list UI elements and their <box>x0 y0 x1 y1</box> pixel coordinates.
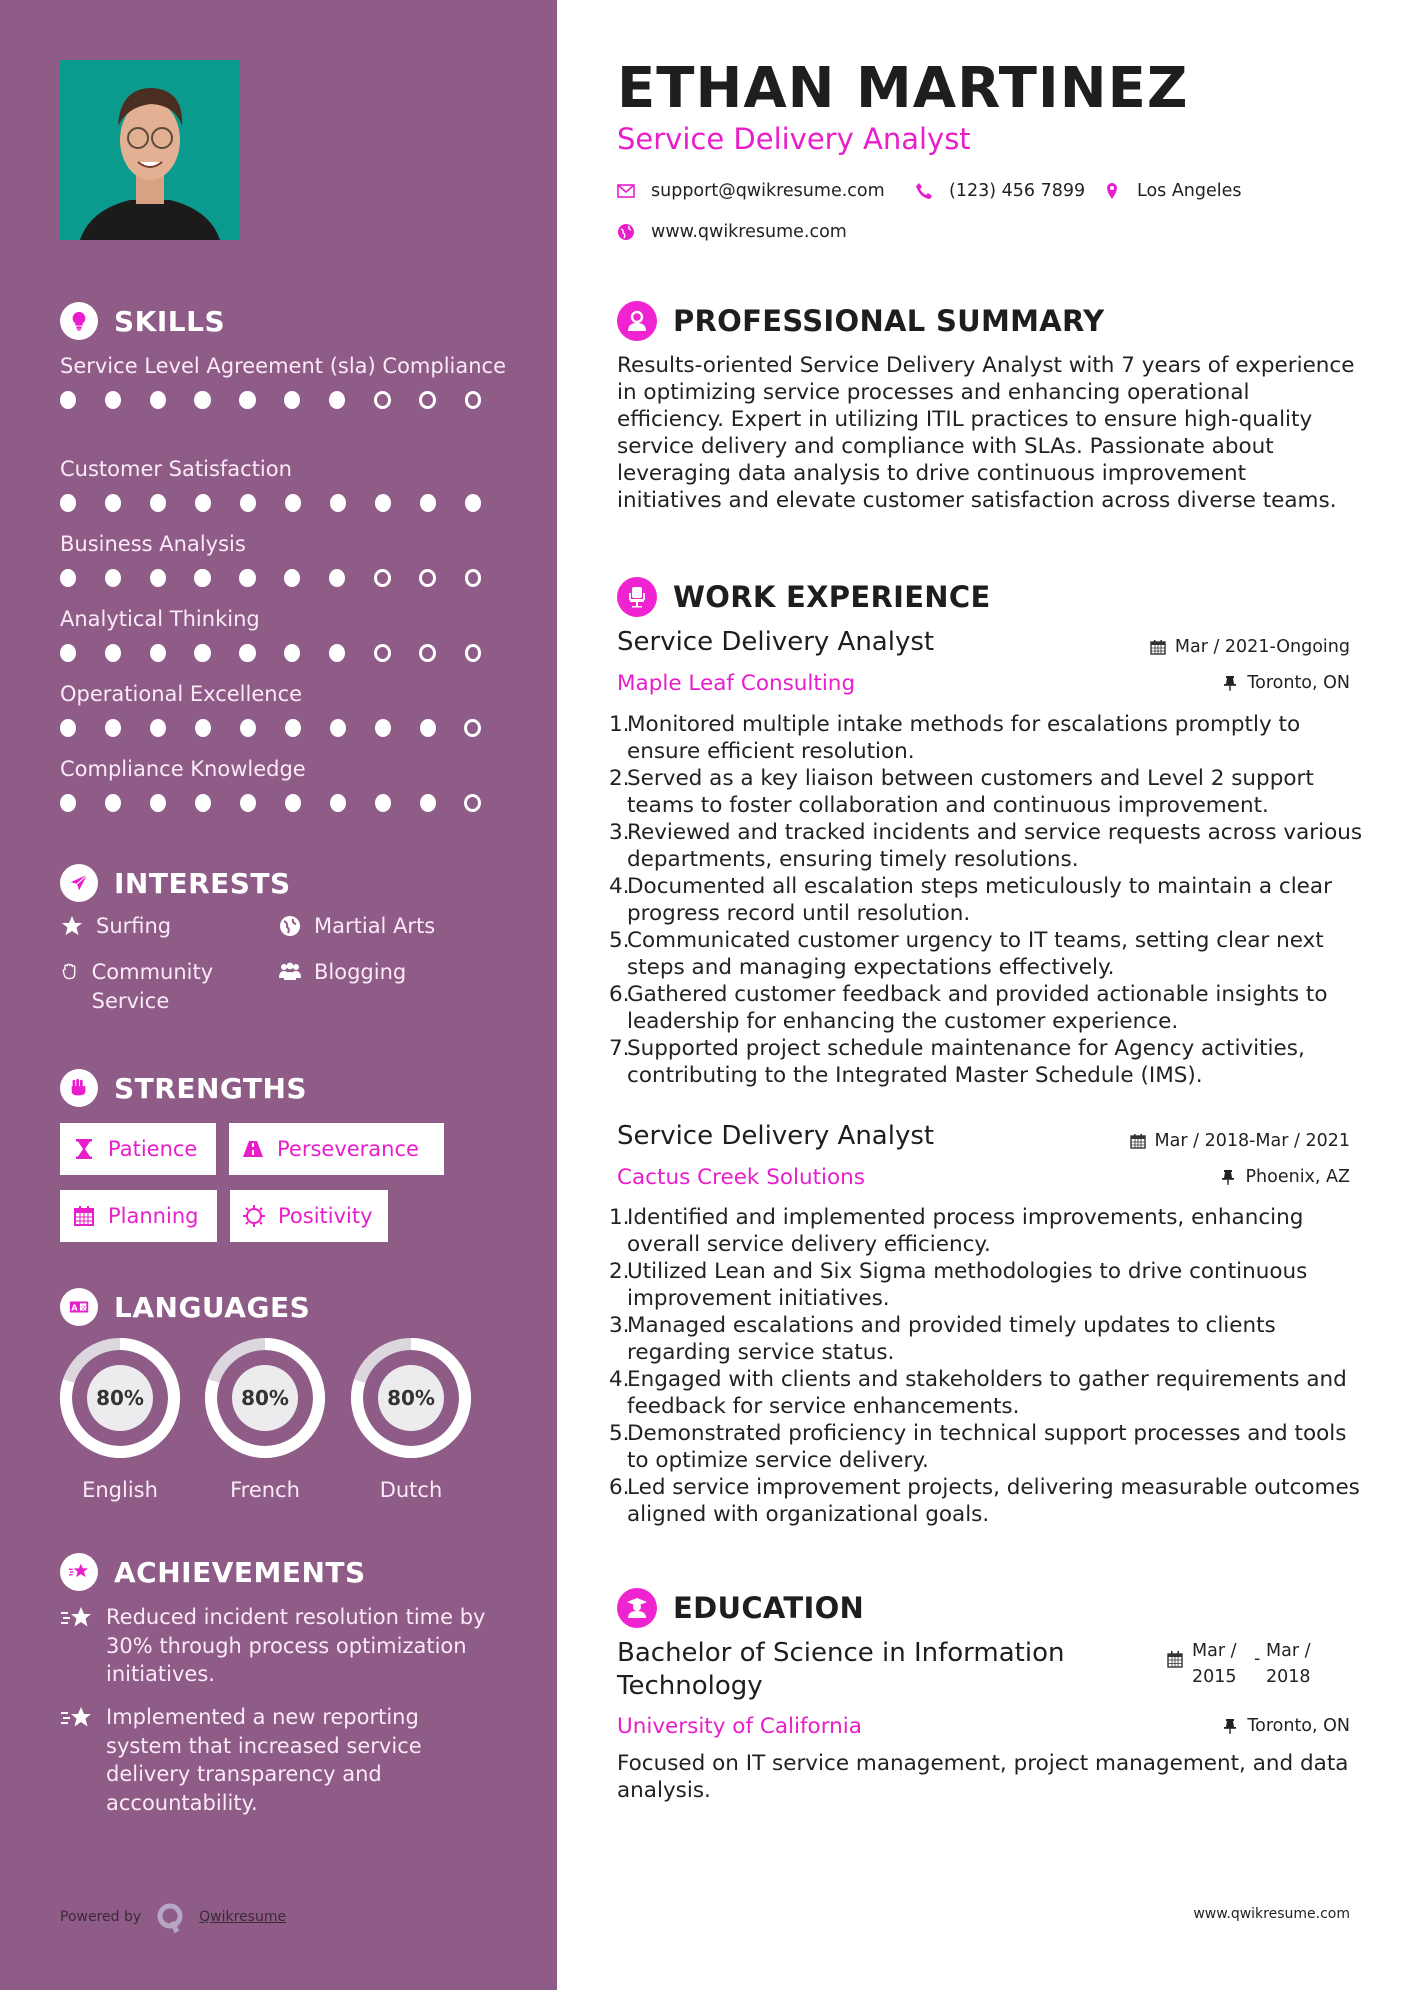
pushpin-icon <box>1222 675 1238 691</box>
bullet-item: 1. Monitored multiple intake methods for escalations promptly to ensure efficient resolution. <box>609 712 1301 764</box>
skill-name: Customer Satisfaction <box>60 457 292 481</box>
skill-name: Business Analysis <box>60 532 246 556</box>
job-title: Service Delivery Analyst <box>617 1121 935 1151</box>
interests-heading: INTERESTS <box>60 864 291 902</box>
education-location: Toronto, ON <box>1222 1716 1350 1736</box>
languages-heading: A 文 LANGUAGES <box>60 1288 310 1326</box>
skill-rating <box>60 391 510 409</box>
degree-title: Bachelor of Science in Information Technology <box>617 1638 1065 1701</box>
job-company: Maple Leaf Consulting <box>617 671 856 696</box>
person-photo-icon <box>60 60 240 240</box>
road-icon <box>241 1137 265 1161</box>
bullet-item: 1. Identified and implemented process improvements, enhancing overall service delivery efficiency. <box>609 1205 1304 1257</box>
contact-email[interactable]: support@qwikresume.com <box>617 181 885 201</box>
skill-name: Compliance Knowledge <box>60 757 306 781</box>
education-description: Focused on IT service management, project management, and data analysis. <box>617 1751 1349 1803</box>
school-name: University of California <box>617 1714 862 1739</box>
star-icon <box>60 914 84 938</box>
qwikresume-link[interactable]: Qwikresume <box>199 1909 287 1925</box>
svg-text:文: 文 <box>79 1303 87 1312</box>
profile-photo <box>60 60 240 240</box>
job-responsibilities <box>609 1204 1369 1528</box>
language-progress-ring: 80% <box>205 1338 325 1458</box>
job-location: Toronto, ON <box>1222 673 1350 693</box>
bullet-item: 5. Demonstrated proficiency in technical support processes and tools to optimize service delivery. <box>609 1421 1347 1473</box>
skill-name: Service Level Agreement (sla) Compliance <box>60 354 507 378</box>
skill-rating <box>60 719 510 737</box>
calendar-icon <box>1150 639 1166 655</box>
skills-heading: SKILLS <box>60 302 225 340</box>
globe-icon <box>278 914 302 938</box>
skill-rating <box>60 569 510 587</box>
achievements-heading: ACHIEVEMENTS <box>60 1553 366 1591</box>
powered-by: Powered by Qwikresume <box>60 1900 286 1934</box>
globe-icon <box>617 223 635 241</box>
language-item: 80% English <box>60 1338 180 1502</box>
interest-item: Surfing <box>60 912 171 941</box>
map-pin-icon <box>1103 182 1121 200</box>
bullet-item: 7. Supported project schedule maintenance for Agency activities, contributing to the Integrated Master Schedule (IMS). <box>609 1036 1305 1088</box>
bullet-item: 4. Documented all escalation steps meticulously to maintain a clear progress record until resolution. <box>609 874 1332 926</box>
skill-rating <box>60 794 510 812</box>
svg-text:A: A <box>71 1302 78 1313</box>
bullet-item: 5. Communicated customer urgency to IT teams, setting clear next steps and managing expectations effectively. <box>609 928 1324 980</box>
job-location: Phoenix, AZ <box>1220 1167 1350 1187</box>
office-chair-icon <box>617 577 657 617</box>
bullet-item: 2. Served as a key liaison between customers and Level 2 support teams to foster collaboration and continuous improvement. <box>609 766 1314 818</box>
skill-item <box>60 680 510 737</box>
sidebar <box>0 0 557 1990</box>
fist-icon <box>60 1069 98 1107</box>
skill-item <box>60 455 510 512</box>
hourglass-icon <box>72 1137 96 1161</box>
strengths-heading: STRENGTHS <box>60 1069 307 1107</box>
job-responsibilities <box>609 711 1369 1089</box>
bullet-item: 4. Engaged with clients and stakeholders to gather requirements and feedback for service enhancements. <box>609 1367 1347 1419</box>
hand-icon <box>60 960 80 984</box>
education-heading: EDUCATION <box>617 1588 864 1628</box>
interest-item: Martial Arts <box>278 912 435 941</box>
users-icon <box>278 960 302 984</box>
job-dates: Mar / 2021-Ongoing <box>1150 637 1350 657</box>
sun-icon <box>242 1204 266 1228</box>
envelope-icon <box>617 182 635 200</box>
skill-rating <box>60 494 510 512</box>
skill-item <box>60 605 510 662</box>
skill-item <box>60 755 510 812</box>
candidate-role: Service Delivery Analyst <box>617 122 971 156</box>
contact-phone[interactable]: (123) 456 7899 <box>915 181 1085 201</box>
user-icon <box>617 301 657 341</box>
candidate-name: ETHAN MARTINEZ <box>617 56 1189 121</box>
achievement-item: Reduced incident resolution time by 30% through process optimization initiatives. <box>60 1603 500 1689</box>
shooting-star-icon <box>60 1605 94 1633</box>
interest-item: Community Service <box>60 958 260 1016</box>
shooting-star-icon <box>60 1553 98 1591</box>
summary-text: Results-oriented Service Delivery Analyst with 7 years of experience in optimizing service processes and enhancing operational efficiency. Expert in utilizing ITIL practices to ensure high-quality service delivery and compliance with SLAs. Passionate about leveraging data analysis to drive continuous improvement initiatives and elevate customer satisfaction across diverse teams. <box>617 353 1355 513</box>
language-item: 80% Dutch <box>351 1338 471 1502</box>
shooting-star-icon <box>60 1705 94 1733</box>
strength-chip: Planning <box>60 1190 217 1242</box>
bullet-item: 3. Reviewed and tracked incidents and service requests across various departments, ensuring timely resolutions. <box>609 820 1363 872</box>
skill-name: Operational Excellence <box>60 682 303 706</box>
bullet-item: 3. Managed escalations and provided timely updates to clients regarding service status. <box>609 1313 1276 1365</box>
bullet-item: 6. Gathered customer feedback and provided actionable insights to leadership for enhancing the customer experience. <box>609 982 1328 1034</box>
pushpin-icon <box>1222 1718 1238 1734</box>
bullet-item: 2. Utilized Lean and Six Sigma methodologies to drive continuous improvement initiatives. <box>609 1259 1308 1311</box>
skill-item <box>60 530 510 587</box>
main-content <box>557 0 1407 1990</box>
footer-website-link[interactable]: www.qwikresume.com <box>1193 1906 1350 1922</box>
contact-website[interactable]: www.qwikresume.com <box>617 222 847 242</box>
skill-rating <box>60 644 510 662</box>
translate-icon <box>60 1288 98 1326</box>
calendar-icon <box>1130 1133 1146 1149</box>
strength-chip: Patience <box>60 1123 216 1175</box>
lightbulb-icon <box>60 302 98 340</box>
graduate-icon <box>617 1588 657 1628</box>
contact-location: Los Angeles <box>1103 181 1242 201</box>
education-dates: Mar / 2015 - Mar / 2018 <box>1167 1638 1328 1690</box>
job-dates: Mar / 2018-Mar / 2021 <box>1130 1131 1350 1151</box>
paper-plane-icon <box>60 864 98 902</box>
language-item: 80% French <box>205 1338 325 1502</box>
skill-item <box>60 352 510 409</box>
job-title: Service Delivery Analyst <box>617 627 935 657</box>
strength-chip: Perseverance <box>229 1123 444 1175</box>
phone-icon <box>915 182 933 200</box>
job-company: Cactus Creek Solutions <box>617 1165 866 1190</box>
achievement-item: Implemented a new reporting system that increased service delivery transparency and accountability. <box>60 1703 500 1817</box>
summary-heading: PROFESSIONAL SUMMARY <box>617 301 1104 341</box>
experience-heading: WORK EXPERIENCE <box>617 577 991 617</box>
skill-name: Analytical Thinking <box>60 607 260 631</box>
interest-item: Blogging <box>278 958 406 987</box>
calendar-icon <box>1167 1650 1183 1668</box>
qwikresume-logo-icon <box>155 1900 185 1934</box>
pushpin-icon <box>1220 1169 1236 1185</box>
language-progress-ring: 80% <box>351 1338 471 1458</box>
strength-chip: Positivity <box>230 1190 388 1242</box>
language-progress-ring: 80% <box>60 1338 180 1458</box>
bullet-item: 6. Led service improvement projects, delivering measurable outcomes aligned with organizational goals. <box>609 1475 1360 1527</box>
calendar-icon <box>72 1204 96 1228</box>
